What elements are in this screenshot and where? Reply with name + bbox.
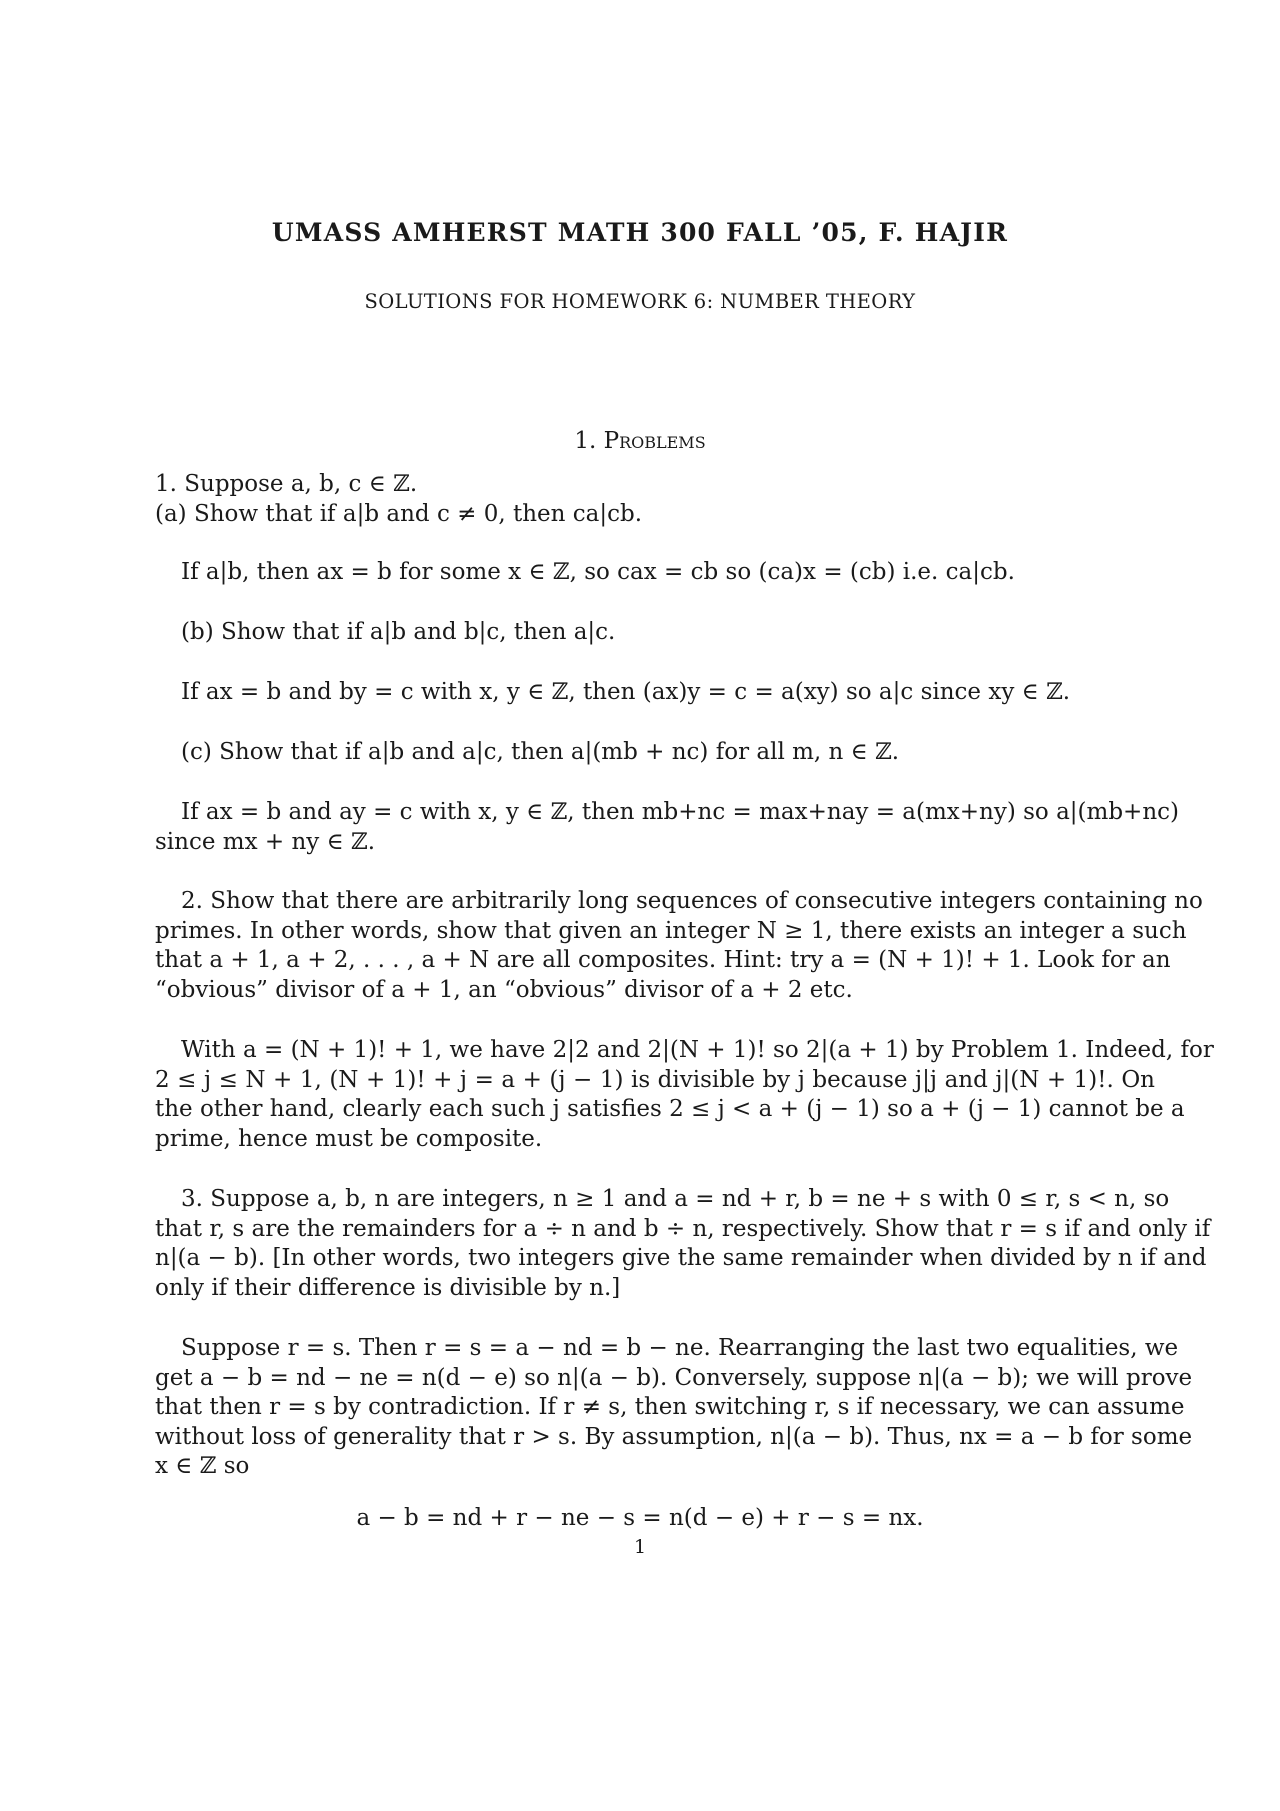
page-number: 1: [633, 1536, 647, 1558]
section-heading: [0, 428, 1280, 454]
document-subtitle: SOLUTIONS FOR HOMEWORK 6: NUMBER THEORY: [364, 290, 916, 313]
problem-1c-answer: If ax = b and ay = c with x, y ∈ ℤ, then mb+nc = max+nay = a(mx+ny) so a|(mb+nc) since mx + ny ∈ ℤ.: [155, 799, 1179, 855]
problem-1-statement: [155, 470, 1155, 529]
problem-1c-question: (c) Show that if a|b and a|c, then a|(mb + nc) for all m, n ∈ ℤ.: [181, 739, 900, 765]
problem-2-question: 2. Show that there are arbitrarily long sequences of consecutive integers containing no primes. In other words, show that given an integer N ≥ 1, there exists an integer a such that a + 1, a + 2, . . . , a + N are all composites. Hint: try a = (N + 1)! + 1. Look for an “obvious” divisor of a + 1, an “obvious” divisor of a + 2 etc.: [155, 888, 1203, 1003]
problem-3-answer: Suppose r = s. Then r = s = a − nd = b − ne. Rearranging the last two equalities, we get a − b = nd − ne = n(d − e) so n|(a − b). Conversely, suppose n|(a − b); we will prove that then r = s by contradiction. If r ≠ s, then switching r, s if necessary, we can assume without loss of generality that r > s. By assumption, n|(a − b). Thus, nx = a − b for some x ∈ ℤ so: [155, 1335, 1193, 1479]
problem-1a-answer: If a|b, then ax = b for some x ∈ ℤ, so cax = cb so (ca)x = (cb) i.e. ca|cb.: [181, 559, 1015, 585]
section-name: Problems: [603, 428, 706, 454]
document-title: UMASS AMHERST MATH 300 FALL ’05, F. HAJIR: [271, 218, 1009, 247]
problem-1a-question: (a) Show that if a|b and c ≠ 0, then ca|cb.: [155, 500, 643, 527]
problem-1b-question: (b) Show that if a|b and b|c, then a|c.: [181, 619, 616, 645]
problem-1-intro: 1. Suppose a, b, c ∈ ℤ.: [155, 471, 418, 497]
display-equation: a − b = nd + r − ne − s = n(d − e) + r − s = nx.: [356, 1505, 924, 1531]
problem-2-answer: With a = (N + 1)! + 1, we have 2|2 and 2|(N + 1)! so 2|(a + 1) by Problem 1. Indeed, for 2 ≤ j ≤ N + 1, (N + 1)! + j = a + (j − 1) is divisible by j because j|j and j|(N + 1)!. On the other hand, clearly each such j satisfies 2 ≤ j < a + (j − 1) so a + (j − 1) cannot be a prime, hence must be composite.: [155, 1037, 1214, 1152]
problem-1b-answer: If ax = b and by = c with x, y ∈ ℤ, then (ax)y = c = a(xy) so a|c since xy ∈ ℤ.: [181, 679, 1071, 705]
problem-3-question: 3. Suppose a, b, n are integers, n ≥ 1 and a = nd + r, b = ne + s with 0 ≤ r, s < n, so that r, s are the remainders for a ÷ n and b ÷ n, respectively. Show that r = s if and only if n|(a − b). [In other words, two integers give the same remainder when divided by n if and only if their difference is divisible by n.]: [155, 1186, 1211, 1301]
section-number: 1.: [574, 428, 597, 454]
